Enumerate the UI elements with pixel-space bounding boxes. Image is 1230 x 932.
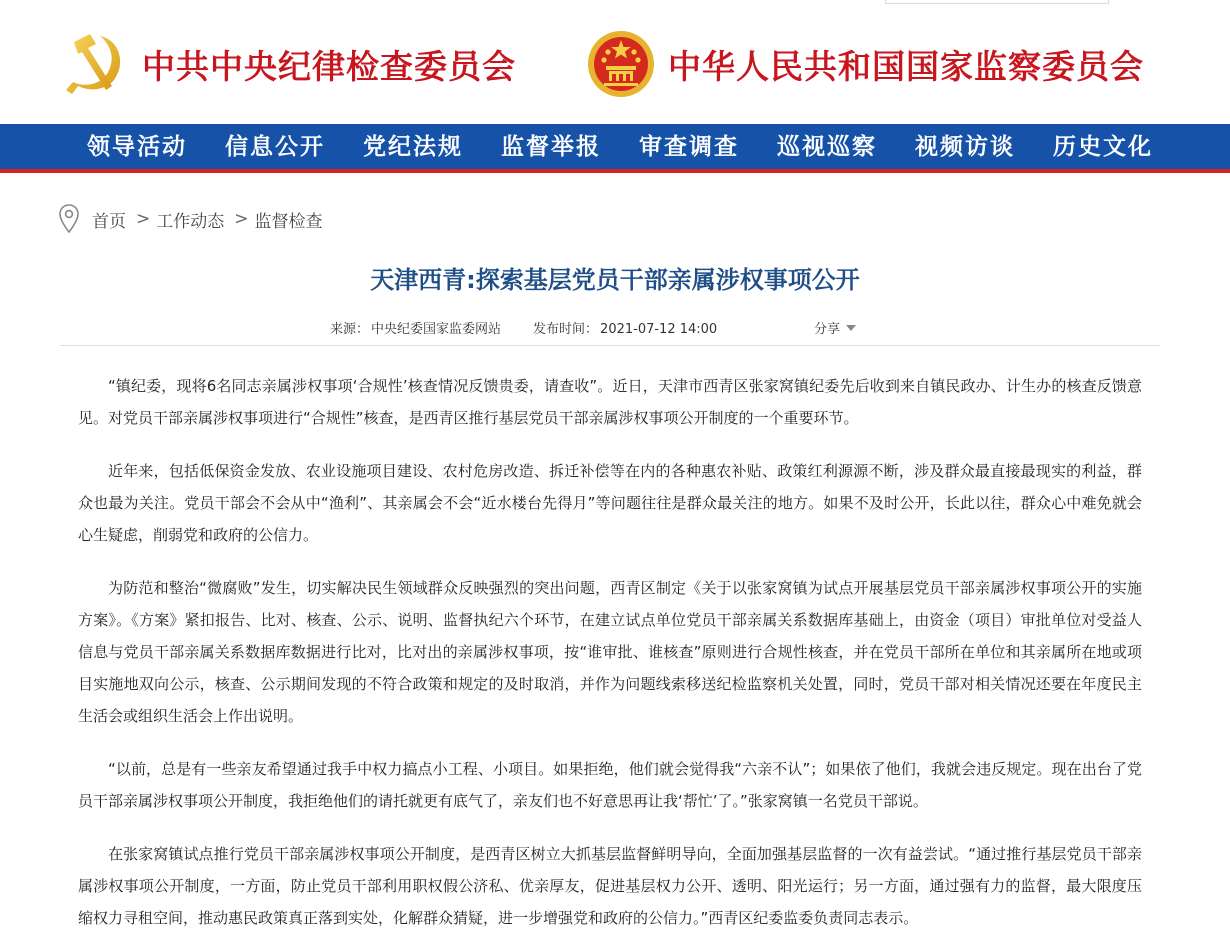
breadcrumb-separator: > (136, 209, 151, 229)
main-nav (0, 124, 1230, 173)
breadcrumb-home[interactable]: 首页 (92, 211, 126, 232)
nav-item-video[interactable]: 视频访谈 (915, 133, 1015, 160)
chevron-down-icon (846, 325, 856, 331)
publish-time: 2021-07-12 14:00 (600, 322, 718, 337)
article-paragraph: “镇纪委，现将6名同志亲属涉权事项‘合规性’核查情况反馈贵委，请查收”。近日，天津市西青区张家窝镇纪委先后收到来自镇民政办、计生办的核查反馈意见。对党员干部亲属涉权事项进行“合规性”核查，是西青区推行基层党员干部亲属涉权事项公开制度的一个重要环节。 (78, 377, 1142, 427)
nav-item-leadership[interactable]: 领导活动 (87, 133, 187, 160)
source-value: 中央纪委国家监委网站 (371, 322, 502, 337)
share-label: 分享 (814, 322, 841, 337)
national-supervision-logo[interactable] (586, 24, 1144, 104)
national-emblem-icon (586, 28, 656, 100)
org-name-left: 中共中央纪律检查委员会 (142, 46, 516, 86)
nav-item-inspection[interactable]: 巡视巡察 (777, 133, 877, 160)
nav-item-info-disclosure[interactable]: 信息公开 (225, 133, 325, 160)
article-body (78, 370, 1142, 932)
org-name-right: 中华人民共和国国家监察委员会 (668, 46, 1144, 86)
source-label: 来源： (330, 322, 370, 337)
breadcrumb-separator: > (234, 209, 249, 229)
share-button[interactable] (814, 318, 856, 337)
article-title: 天津西青:探索基层党员干部亲属涉权事项公开 (370, 266, 860, 294)
search-box-edge[interactable] (885, 0, 1109, 4)
article-meta (330, 318, 749, 337)
party-emblem-icon (60, 28, 130, 100)
title-divider (60, 345, 1160, 346)
nav-item-report[interactable]: 监督举报 (501, 133, 601, 160)
nav-item-party-rules[interactable]: 党纪法规 (363, 133, 463, 160)
site-header (0, 0, 1230, 124)
nav-item-history[interactable]: 历史文化 (1053, 133, 1153, 160)
nav-item-investigation[interactable]: 审查调查 (639, 133, 739, 160)
location-pin-icon (58, 203, 80, 235)
breadcrumb-supervision[interactable]: 监督检查 (254, 211, 323, 232)
article-paragraph: “以前，总是有一些亲友希望通过我手中权力搞点小工程、小项目。如果拒绝，他们就会觉得我“六亲不认”；如果依了他们，我就会违反规定。现在出台了党员干部亲属涉权事项公开制度，我拒绝他们的请托就更有底气了，亲友们也不好意思再让我‘帮忙’了。”张家窝镇一名党员干部说。 (78, 760, 1142, 810)
time-label: 发布时间： (533, 322, 599, 337)
article-paragraph: 为防范和整治“微腐败”发生，切实解决民生领域群众反映强烈的突出问题，西青区制定《关于以张家窝镇为试点开展基层党员干部亲属涉权事项公开的实施方案》。《方案》紧扣报告、比对、核查、公示、说明、监督执纪六个环节，在建立试点单位党员干部亲属关系数据库基础上，由资金（项目）审批单位对受益人信息与党员干部亲属关系数据库数据进行比对，比对出的亲属涉权事项，按“谁审批、谁核查”原则进行合规性核查，并在党员干部所在单位和其亲属所在地或项目实施地双向公示，核查、公示期间发现的不符合政策和规定的及时取消，并作为问题线索移送纪检监察机关处置，同时，党员干部对相关情况还要在年度民主生活会或组织生活会上作出说明。 (78, 579, 1142, 725)
article-paragraph: 近年来，包括低保资金发放、农业设施项目建设、农村危房改造、拆迁补偿等在内的各种惠农补贴、政策红利源源不断，涉及群众最直接最现实的利益，群众也最为关注。党员干部会不会从中“渔利”、其亲属会不会“近水楼台先得月”等问题往往是群众最关注的地方。如果不及时公开，长此以往，群众心中难免就会心生疑虑，削弱党和政府的公信力。 (78, 462, 1142, 544)
breadcrumb-work-news[interactable]: 工作动态 (156, 211, 225, 232)
breadcrumb (58, 203, 323, 235)
article-paragraph: 在张家窝镇试点推行党员干部亲属涉权事项公开制度，是西青区树立大抓基层监督鲜明导向，全面加强基层监督的一次有益尝试。“通过推行基层党员干部亲属涉权事项公开制度，一方面，防止党员干部利用职权假公济私、优亲厚友，促进基层权力公开、透明、阳光运行；另一方面，通过强有力的监督，最大限度压缩权力寻租空间，推动惠民政策真正落到实处，化解群众猜疑，进一步增强党和政府的公信力。”西青区纪委监委负责同志表示。 (78, 845, 1142, 927)
cpc-discipline-logo[interactable] (60, 24, 516, 104)
